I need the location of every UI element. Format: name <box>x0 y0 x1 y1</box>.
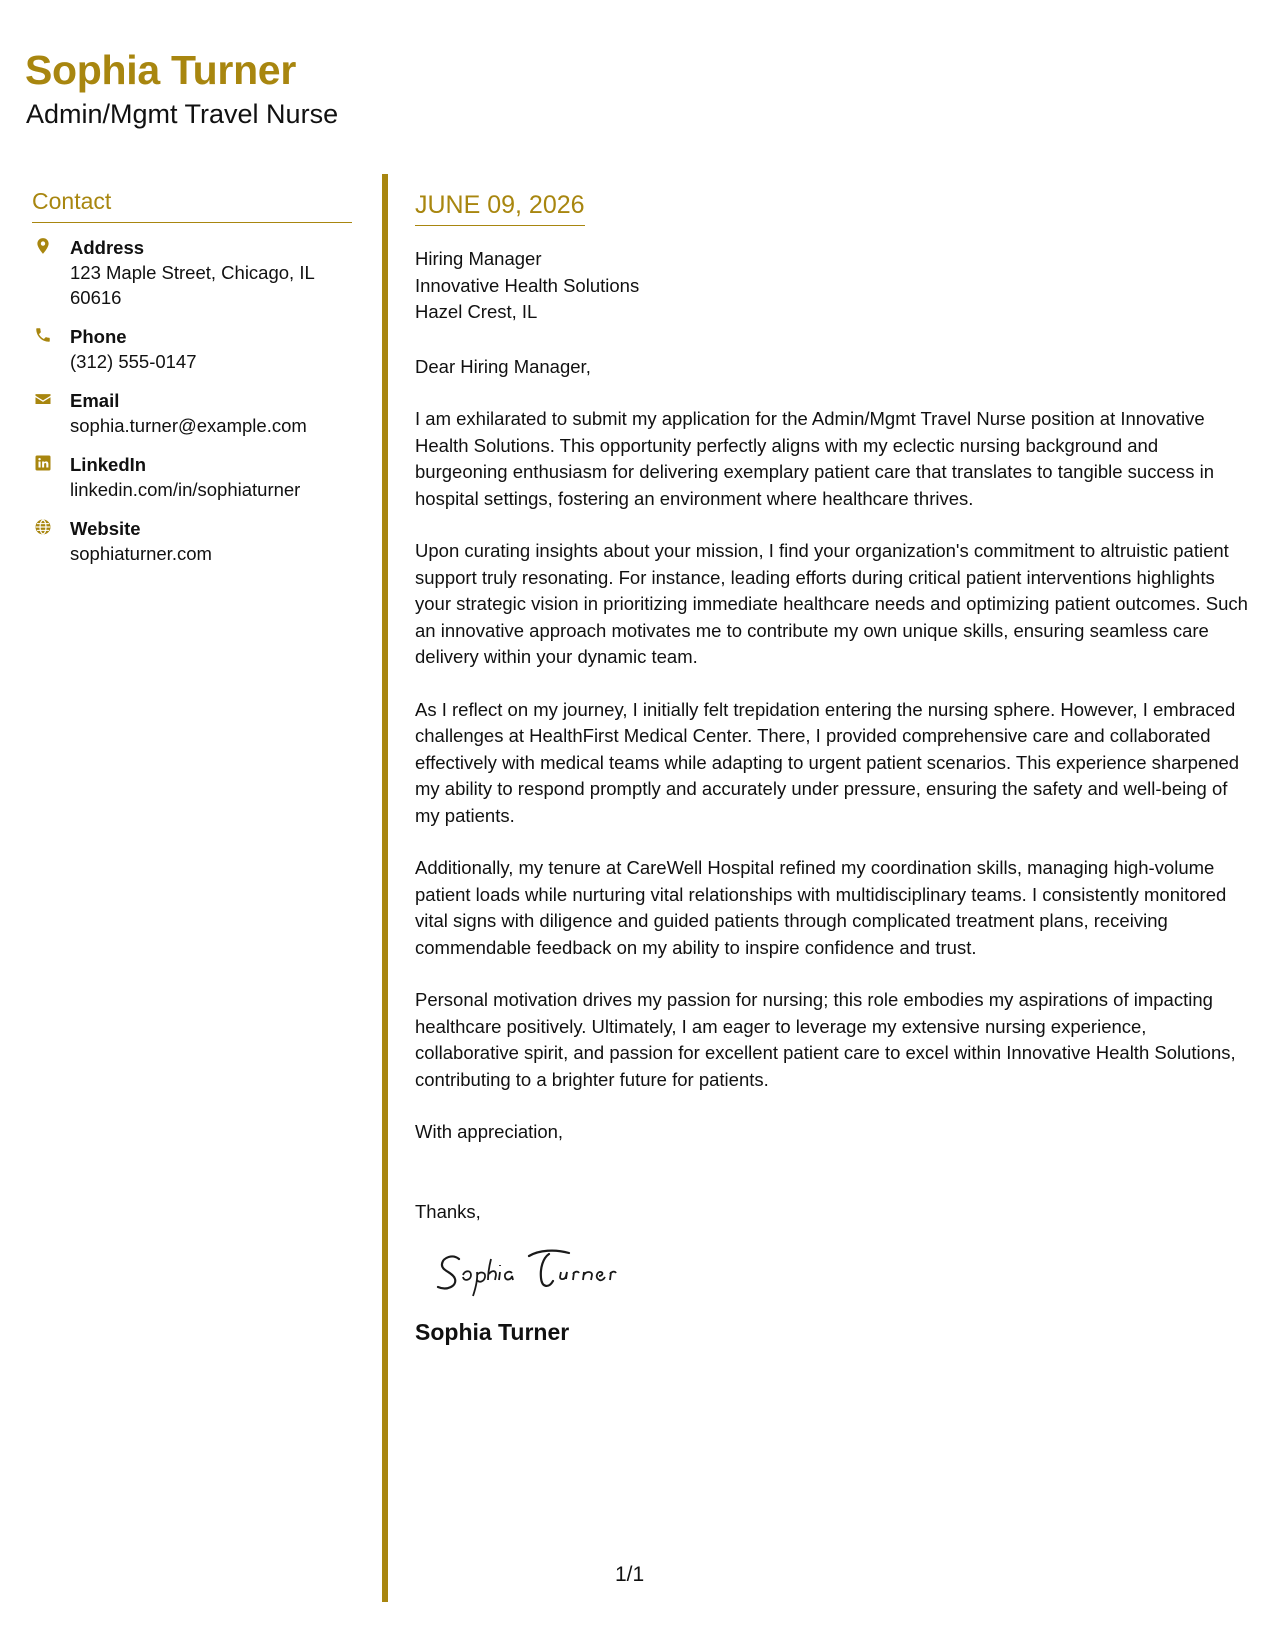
body-paragraph: Personal motivation drives my passion for nursing; this role embodies my aspirations of impacting healthcare positively. Ultimately, I am eager to leverage my extensive nursing experience, collaborative spirit, and passion for excellent patient care to excel within Innovative Health Solutions, contributing to a brighter future for patients. <box>415 989 1236 1090</box>
recipient-location: Hazel Crest, IL <box>415 301 538 323</box>
envelope-icon <box>34 390 52 408</box>
contact-sidebar <box>32 188 352 580</box>
address-value: 123 Maple Street, Chicago, IL 60616 <box>70 261 315 308</box>
contact-item-phone <box>32 324 352 374</box>
email-value: sophia.turner@example.com <box>70 414 307 436</box>
letter-date: JUNE 09, 2026 <box>415 190 585 226</box>
vertical-divider <box>382 174 388 1602</box>
phone-label: Phone <box>70 325 127 347</box>
contact-item-email <box>32 388 352 438</box>
page-number: 1/1 <box>615 1563 645 1586</box>
address-label: Address <box>70 236 145 258</box>
website-label: Website <box>70 517 141 539</box>
job-title: Admin/Mgmt Travel Nurse <box>26 99 339 129</box>
body-paragraph: Additionally, my tenure at CareWell Hospital refined my coordination skills, managing high-volume patient loads while nurturing vital relationships with multidisciplinary teams. I consistently monitored vital signs with diligence and guided patients through complicated treatment plans, receiving commendable feedback on my ability to inspire confidence and trust. <box>415 857 1227 958</box>
recipient-block <box>415 246 1255 326</box>
body-paragraph: Upon curating insights about your mission, I find your organization's commitment to altruistic patient support truly resonating. For instance, leading efforts during critical patient interventions highlights your strategic vision in prioritizing immediate healthcare needs and optimizing patient outcomes. Such an innovative approach motivates me to contribute my own unique skills, ensuring seamless care delivery within your dynamic team. <box>415 540 1248 668</box>
contact-item-website <box>32 516 352 566</box>
cover-letter <box>415 190 1255 1347</box>
contact-item-address <box>32 235 352 310</box>
linkedin-label: LinkedIn <box>70 453 147 475</box>
linkedin-value: linkedin.com/in/sophiaturner <box>70 478 301 500</box>
map-pin-icon <box>34 237 52 255</box>
candidate-name: Sophia Turner <box>25 47 296 93</box>
phone-icon <box>34 326 52 344</box>
body-paragraph: I am exhilarated to submit my application for the Admin/Mgmt Travel Nurse position at Innovative Health Solutions. This opportunity perfectly aligns with my eclectic nursing background and burgeoning enthusiasm for delivering exemplary patient care that translates to tangible success in hospital settings, fostering an environment where healthcare thrives. <box>415 408 1215 509</box>
body-paragraph: As I reflect on my journey, I initially felt trepidation entering the nursing sphere. However, I embraced challenges at HealthFirst Medical Center. There, I provided comprehensive care and collaborated effectively with medical teams while adapting to urgent patient scenarios. This experience sharpened my ability to respond promptly and accurately under pressure, ensuring the safety and well-being of my patients. <box>415 698 1240 826</box>
signer-name: Sophia Turner <box>415 1319 570 1346</box>
linkedin-icon <box>34 454 52 472</box>
email-label: Email <box>70 389 120 411</box>
recipient-company: Innovative Health Solutions <box>415 274 640 296</box>
salutation: Dear Hiring Manager, <box>415 355 591 377</box>
recipient-name: Hiring Manager <box>415 248 542 270</box>
handwritten-signature <box>433 1239 673 1301</box>
thanks: Thanks, <box>415 1200 481 1222</box>
closing: With appreciation, <box>415 1121 564 1143</box>
globe-icon <box>34 518 52 536</box>
website-value: sophiaturner.com <box>70 542 212 564</box>
contact-heading: Contact <box>32 188 352 223</box>
phone-value: (312) 555-0147 <box>70 350 197 372</box>
contact-item-linkedin <box>32 452 352 502</box>
